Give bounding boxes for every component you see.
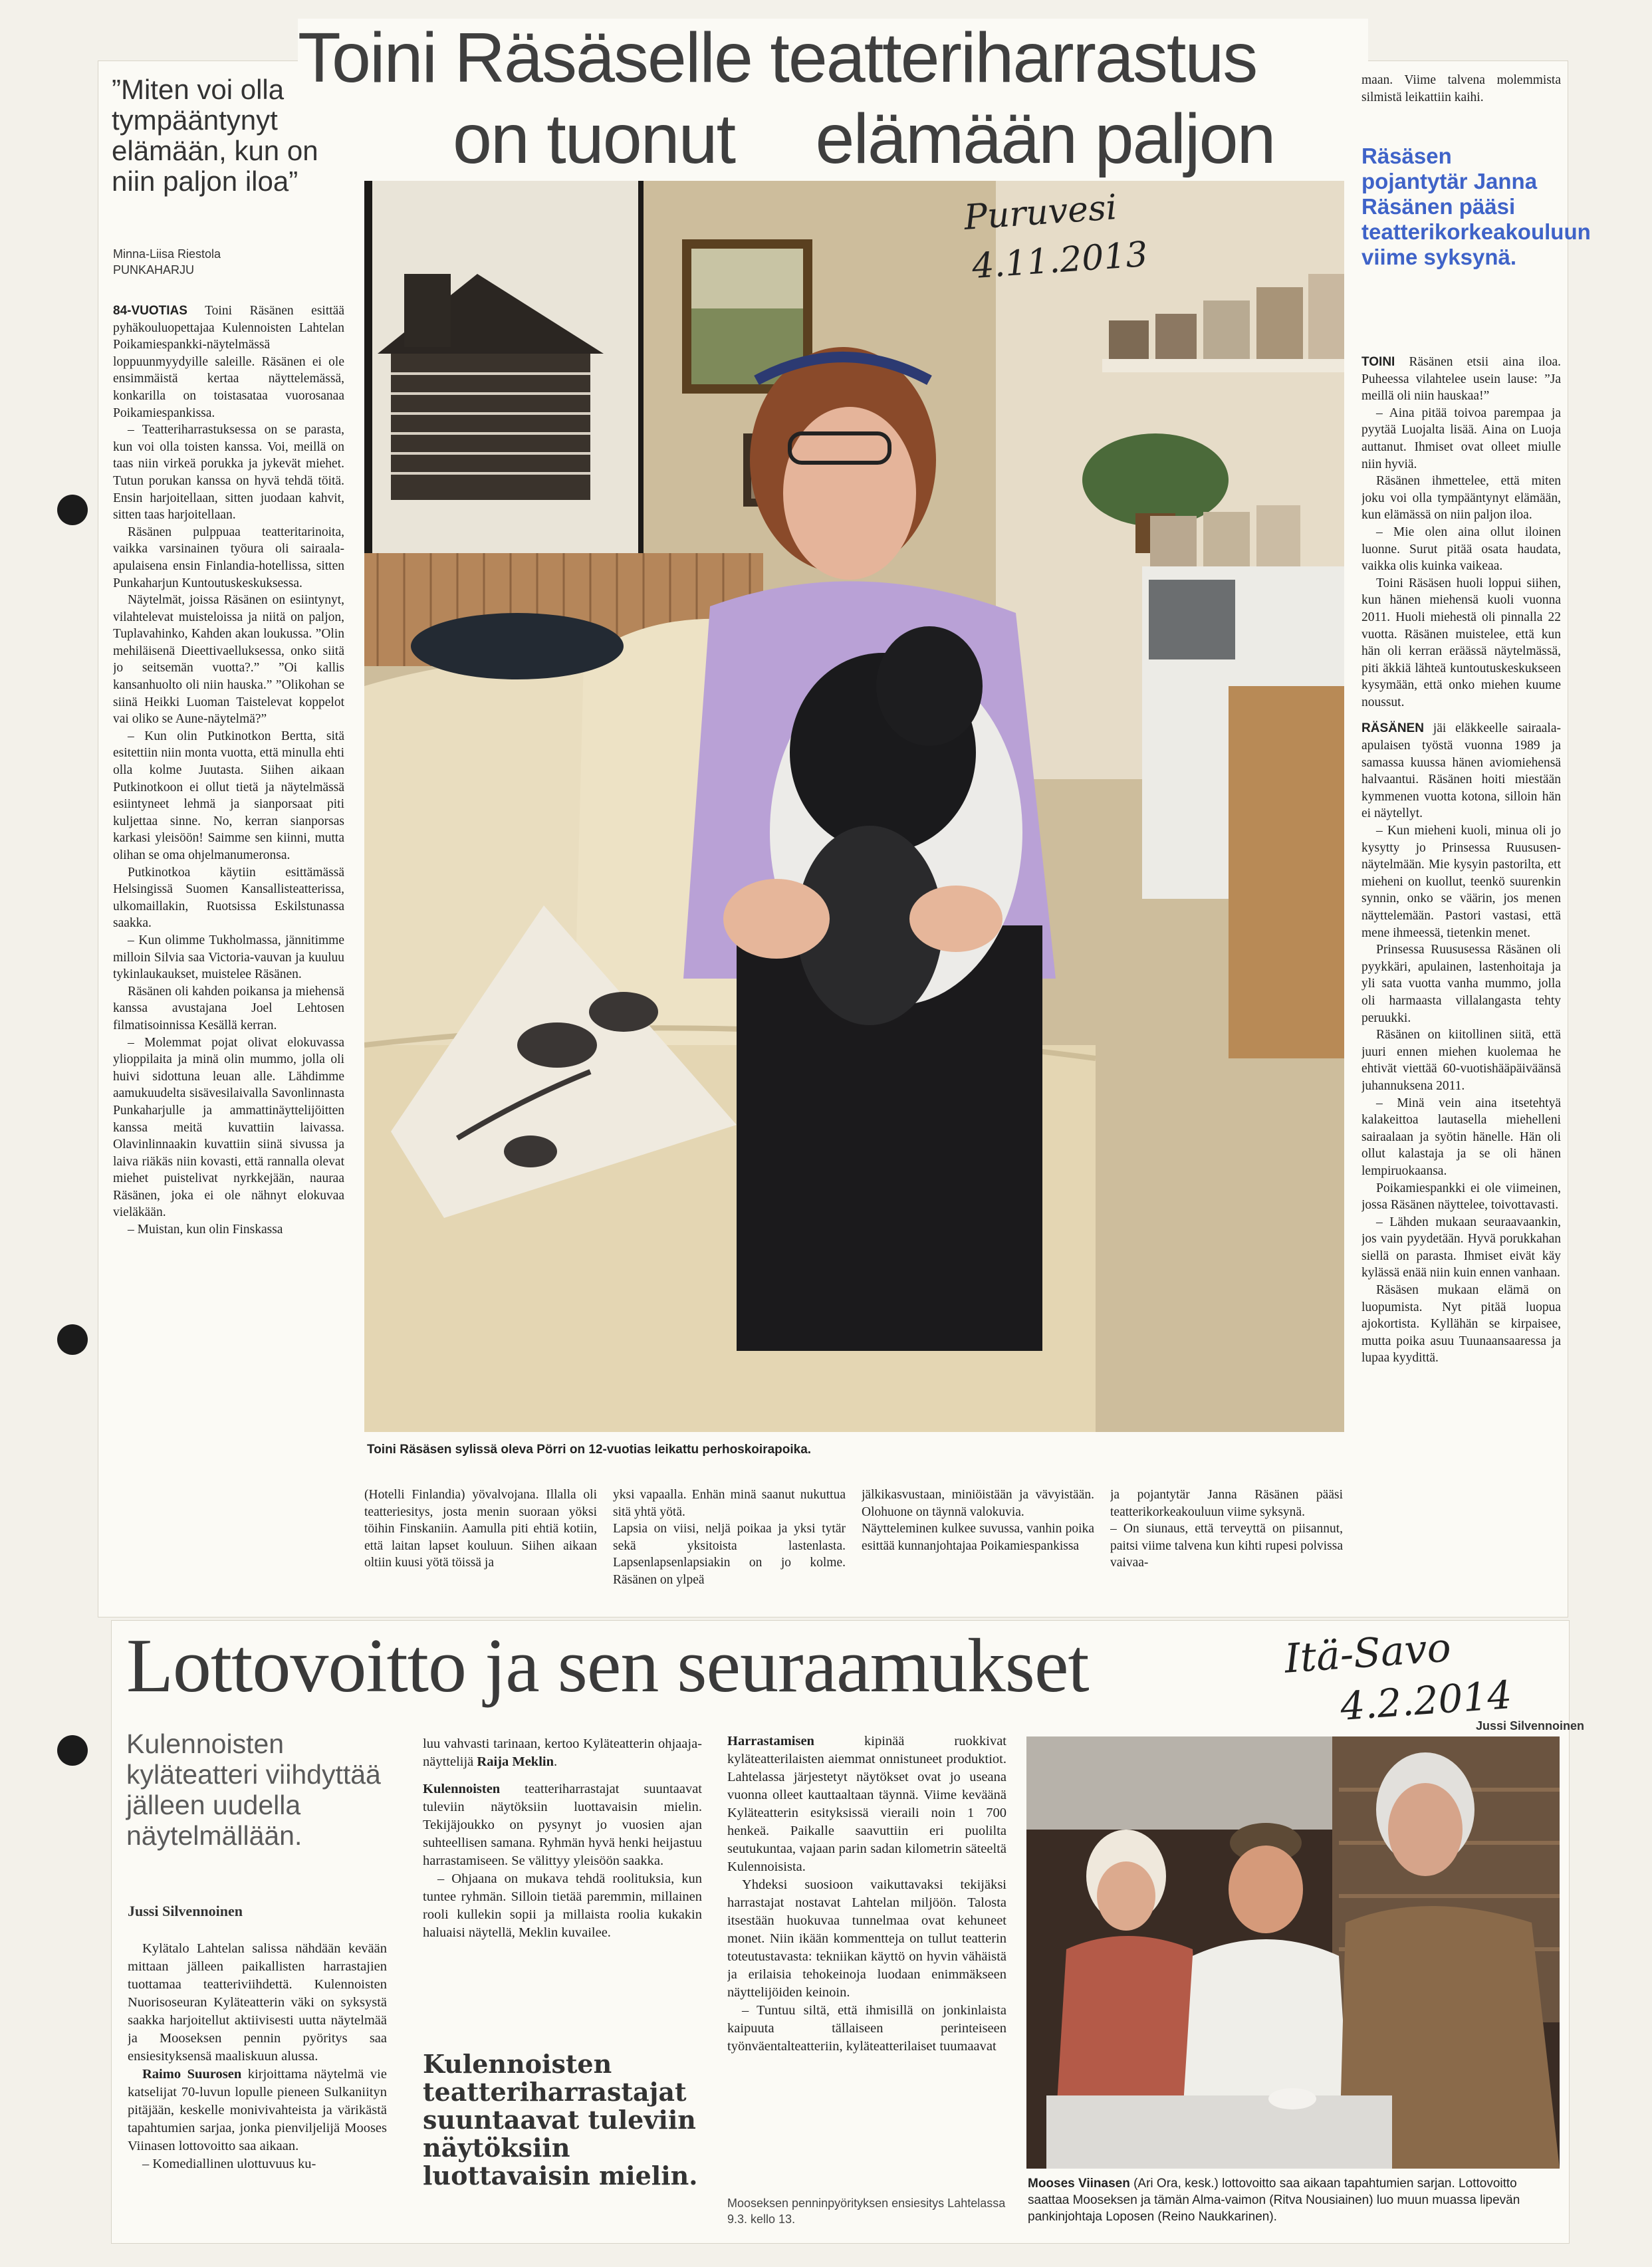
article2-column-3: Harrastamisen kipinää ruokkivat kyläteatterilaisten aiemmat onnistuneet produktiot. Lahtelassa järjestetyt näytökset ovat jo useana vuonna olleet kauttaaltaan täynnä. Viime keväänä Kyläteatterin esityksissä vieraili noin 1 700 henkeä. Paikalle saavuttiin eri puolilta seutukuntaa, vajaan parin sadan kilometrin säteeltä Kulennoisista. Yhdeksi suosioon vaikuttavaksi tekijäksi harrastajat nostavat Lahtelan miljöön. Talosta itsestään huokuvaa tunnelmaa ovat kehuneet monet. Niin ikään kommentteja on tullut teatterin toteutustavasta: tekniikan käyttö on hyvin vähäistä ja erilaisia tehokeinoja luodaan enimmäkseen näyttelijöiden keinoin. – Tuntuu siltä, että ihmisillä on jonkinlaista kaipuuta tällaiseen perinteiseen työnväentalteatteriin, kyläteatterilaiset tuumaavat (727, 1734, 1006, 2054)
article2-column-2: luu vahvasti tarinaan, kertoo Kyläteatterin ohjaaja-näyttelijä Raija Meklin. Kulennoisten teatteriharrastajat suuntaavat tuleviin näytöksiin luottavaisin mielin. Tekijäjoukko on pysynyt jo vuosien ajan suhteellisen samana. Ryhmän hyvä henki heijastuu harrastamiseen. Se välittyy yleisöön saakka. – Ohjaana on mukava tehdä roolituksia, kun tuntee ryhmän. Silloin tietää paremmin, millainen rooli kullekin sopii ja millaista roolia kukakin haluaisi näytellä, Meklin kuvailee. (423, 1736, 702, 1940)
punch-hole (57, 495, 88, 525)
article2-photo-caption (1028, 2175, 1560, 2225)
article1-right-column-top: maan. Viime talvena molemmista silmistä leikattiin kaihi. (1361, 73, 1561, 104)
byline-place: PUNKAHARJU (113, 263, 195, 277)
article1-bottom-column-3: jälkikasvustaan, miniöistään ja vävyistään. Olohuone on täynnä valokuvia. Näytteleminen kulkee suvussa, vanhin poika esittää kunnanjohtajaa Poikamiespankissa (862, 1488, 1094, 1553)
handwritten-source-note: Puruvesi (963, 187, 1119, 238)
article1-photo-caption: Toini Räsäsen sylissä oleva Pörri on 12-vuotias leikattu perhoskoirapoika. (367, 1443, 812, 1457)
article1-headline-line2a: on tuonut (417, 100, 770, 178)
article2-headline: Lottovoitto ja sen seuraamukset (126, 1623, 1089, 1709)
article2-pullquote: Kulennoisten teatteriharrastajat suuntaavat tuleviin näytöksiin luottavaisin mielin. (423, 2049, 698, 2191)
article1-bottom-column-1: (Hotelli Finlandia) yövalvojana. Illalla oli teatteriesitys, josta menin suoraan yöksi töihin Finskaniin. Aamulla piti ehtiä kotiin, että laitan lapset kouluun. Siihen aikaan oltiin kuusi yötä töissä ja (364, 1488, 597, 1570)
article1-headline-line2b: elämään paljon (779, 100, 1311, 178)
photo-illustration (364, 181, 1344, 1432)
article2-handwritten-date: 4.2.2014 (1338, 1672, 1514, 1729)
article2-deck: Kulennoisten kyläteatteri viihdyttää jälleen uudella näytelmällään. (126, 1729, 381, 1851)
article2-photo-illustration (1026, 1736, 1560, 2169)
caption-lead: Mooses Viinasen (1028, 2177, 1130, 2191)
article1-right-column: TOINI Räsänen etsii aina iloa. Puheessa vilahtelee usein lause: ”Ja meillä oli niin hauskaa!” – Aina pitää toivoa parempaa ja pyytää Luojalta lisää. Aina on Luoja auttanut. Ihmiset ovat olleet miulle niin hyviä. Räsänen ihmettelee, että miten joku voi olla tympääntynyt elämään, kun elämässä on niin paljon iloa. – Mie olen aina ollut iloinen luonne. Surut pitää osata haudata, vaikka olis kuinka vaikeaa. Toini Räsäsen huoli loppui siihen, kun hänen miehensä kuoli vuonna 2011. Huoli miehestä oli pinnalla 22 vuotta. Räsänen muistelee, että kun hän oli kerran eräässä näytelmässä, piti äkkiä lähteä kuntoutuskeskukseen kysymään, että onko miehen kuume noussut. RÄSÄNEN jäi eläkkeelle sairaala-apulaisen työstä vuonna 1989 ja samassa kuussa hänen aviomiehensä halvaantui. Räsänen hoiti miestään kymmenen vuotta kotona, silloin hän ei näytellyt. – Kun mieheni kuoli, minua oli jo kysytty jo Prinsessa Ruususen- näytelmään. Mie kysyin pastorilta, ett mieheni on kuollut, teenkö suurenkin synnin, onko se väärin, jos menen näyttelemään. Pastori vastasi, että mene ihmeessä, tietenkin menet. Prinsessa Ruususessa Räsänen oli pyykkäri, apulainen, lastenhoitaja ja yli sata vuotta vanha mummo, jolla oli harmaasta villalangasta tehty peruukki. Räsänen on kiitollinen siitä, että juuri ennen miehen kuolemaa he ehtivät viettää 60-vuotishääpäiväänsä juhannuksena 2011. – Minä vein aina itsetehtyä kalakeittoa lautasella miehelleni sairaalaan ja syötin hänelle. Hän oli ollut kalastaja ja se oli hänen lempiruokaansa. Poikamiespankki ei ole viimeinen, jossa Räsänen näyttelee, toivottavasti. – Lähden mukaan seuraavaankin, jos vain pyydetään. Hyvä porukkahan siellä on parasta. Ihmiset eivät käy kylässä enää niin kuin ennen vanhaan. Räsäsen mukaan elämä on luopumista. Nyt pitää luopua ajokortista. Kyllähän se kirpaisee, mutta poika asuu Tuunaansaaressa ja lupaa kyydittä. (1361, 355, 1561, 1366)
punch-hole (57, 1735, 88, 1766)
caption-text: (Ari Ora, kesk.) lottovoitto saa aikaan tapahtumien sarjan. Lottovoitto saattaa Mooseksen ja tämän Alma-vaimon (Ritva Nousiainen) luo muun muassa lipevän pankinjohtaja Loposen (Reino Naukkarinen). (1028, 2177, 1520, 2224)
article2-column-1: Kylätalo Lahtelan salissa nähdään kevään mittaan jälleen paikallisten harrastajien tuottamaa teatteriviihdettä. Kulennoisten Nuorisoseuran Kyläteatterin väki on syksystä saakka harjoitellut aktiivisesti uutta näytelmää ja Mooseksen pennin pyöritys saa ensiesityksensä maaliskuun alussa. Raimo Suurosen kirjoittama näytelmä vie katselijat 70-luvun lopulle pieneen Sulkaniityn pitäjään, keskelle monivivahteista ja värikästä tapahtumien sarjaa, jonka pienviljelijä Mooses Viinasen lottovoitto saa aikaan. – Komediallinen ulottuvuus ku- (128, 1941, 387, 2171)
article1-side-highlight: Räsäsen pojantytär Janna Räsänen pääsi teatterikorkeakouluun viime syksynä. (1361, 144, 1591, 269)
article2-photo-actors (1026, 1736, 1560, 2169)
article2-photo-credit: Jussi Silvennoinen (1476, 1719, 1585, 1732)
article2-footnote: Mooseksen penninpyörityksen ensiesitys Lahtelassa 9.3. kello 13. (727, 2197, 1006, 2226)
article1-pullquote: ”Miten voi olla tympääntynyt elämään, kun on niin paljon iloa” (112, 74, 318, 197)
article1-bottom-column-4: ja pojantytär Janna Räsänen pääsi teatterikorkeakouluun viime syksynä. – On siunaus, että terveyttä on piisannut, paitsi viime talvena kun kihti rupesi polvissa vaivaa- (1110, 1488, 1343, 1570)
article2-handwritten-source: Itä-Savo (1282, 1624, 1453, 1683)
article1-headline-line1: Toini Räsäselle teatteriharrastus (298, 19, 1368, 97)
byline-name: Minna-Liisa Riestola (113, 247, 221, 261)
punch-hole (57, 1324, 88, 1355)
article1-column-1: 84-VUOTIAS Toini Räsänen esittää pyhäkouluopettajaa Kulennoisten Lahtelan Poikamiespankki-näytelmässä loppuunmyydyille saleille. Räsänen ei ole ensimmäistä kertaa näyttelemässä, konkarilla on toistasataa vuorosanaa Poikamiespankissa. – Teatteriharrastuksessa on se parasta, kun voi olla toisten kanssa. Voi, meillä on taas niin virkeä porukka ja jykevät miehet. Tutun porukan kanssa on hyvä tehdä töitä. Ensin harjoitellaan, sitten juodaan kahvit, sitten taas harjoitellaan. Räsänen pulppuaa teatteritarinoita, vaikka varsinainen työura oli sairaala-apulaisena ensin Finlandia-hotellissa, sitten Punkaharjun Kuntoutuskeskuksessa. Näytelmät, joissa Räsänen on esiintynyt, vilahtelevat muisteloissa ja niitä on paljon, Tuplavahinko, Kahden akan loukussa. ”Olin mehiläisenä Dieettivaelluksessa, onko siitä jo seitsemän vuotta?.” ”Oi kallis kansanhuolto oli niin hauska.” ”Olikohan se siinä Heikki Luoman Taistelevat koppelot vai oliko se Aune-näytelmä?” – Kun olin Putkinotkon Bertta, sitä esitettiin niin monta vuotta, että minulla ehti olla kolme Juutasta. Siihen aikaan Putkinotkoon ei ollut tietä ja näytelmässä esiintyneet lehmä ja sianporsaat piti kuljettaa sinne. No, kerran sianporsas karkasi yleisöön! Saimme sen kiinni, mutta olihan se oma ohjelmanumeronsa. Putkinotkoa käytiin esittämässä Helsingissä Suomen Kansallisteatterissa, ulkomaillakin, Ruotsissa Eskilstunassa saakka. – Kun olimme Tukholmassa, jännitimme milloin Silvia saa Victoria-vauvan ja kuuluu tykinlaukaukset, muistelee Räsänen. Räsänen oli kahden poikansa ja miehensä kanssa avustajana Joel Lehtosen filmatisoinnissa Kesällä kerran. – Molemmat pojat olivat elokuvassa ylioppilaita ja minä olin mummo, jolla oli huivi sidottuna leuan alle. Lähdimme aamukuudelta sisävesilaivalla Savonlinnasta Punkaharjulle ja ammattinäyttelijöitten kanssa meitä kuvattiin laivassa. Olavinlinnaakin kuvattiin siinä sivussa ja laiva riäkäs niin kovasti, että rannalla olevat miehet puistelivat nyrkkejään, nauraa Räsänen, joka ei ole nähnyt elokuvaa vieläkään. – Muistan, kun olin Finskassa (113, 304, 344, 1237)
handwritten-date-note: 4.11.2013 (971, 234, 1149, 287)
article2-byline: Jussi Silvennoinen (128, 1903, 243, 1919)
article1-bottom-column-2: yksi vapaalla. Enhän minä saanut nukuttua sitä yhtä yötä. Lapsia on viisi, neljä poikaa ja yksi tytär sekä yksitoista lastenlasta. Lapsenlapsenlapsiakin on jo kolme. Räsänen on ylpeä (613, 1488, 846, 1587)
article1-photo-woman-with-dog (364, 181, 1344, 1432)
